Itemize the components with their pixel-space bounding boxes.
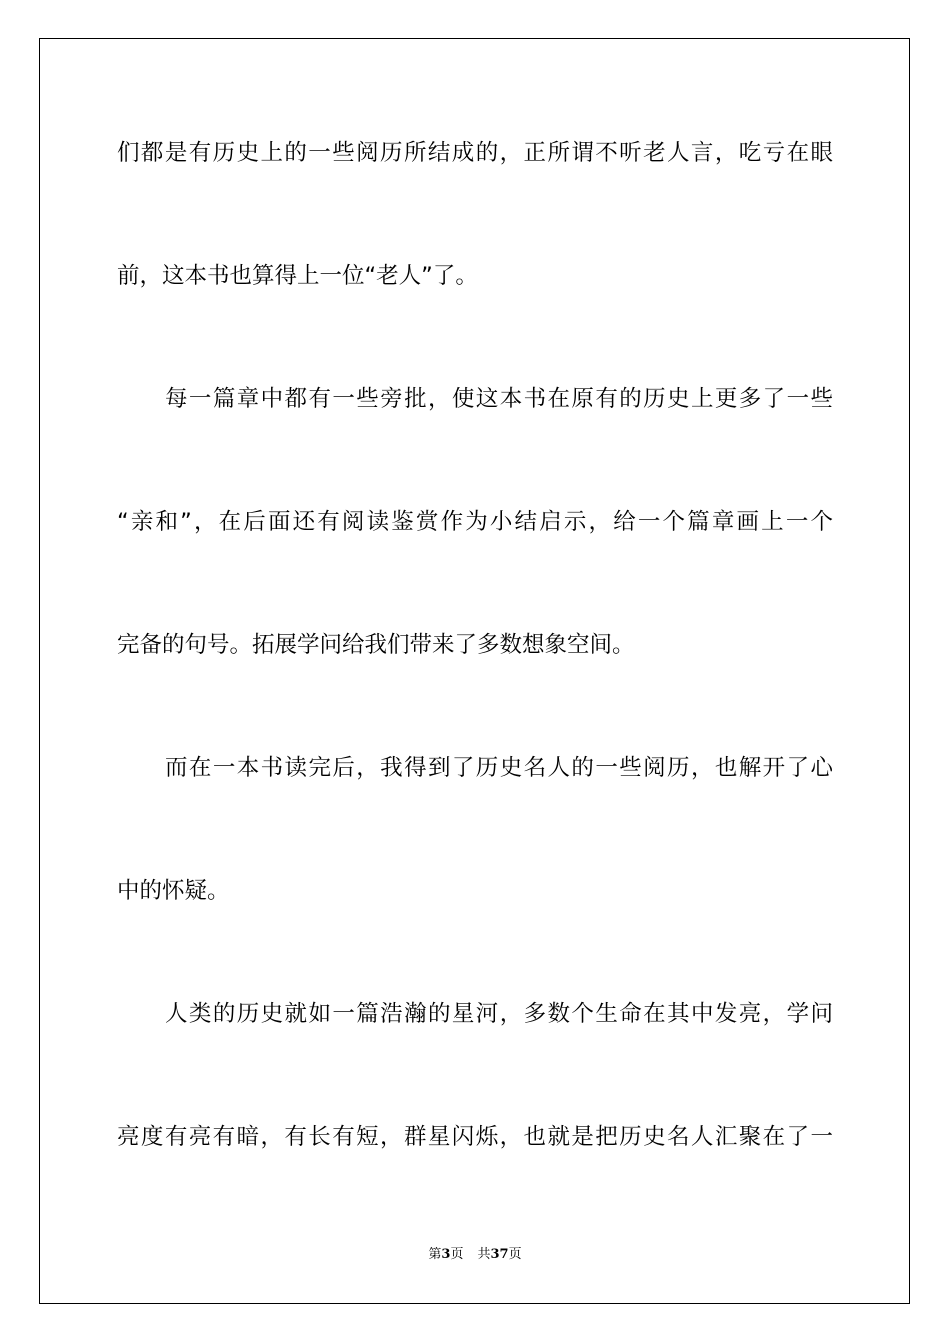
page-suffix: 页 [450, 1247, 464, 1262]
total-prefix: 共 [477, 1247, 491, 1262]
body-line-5: 完备的句号。拓展学问给我们带来了多数想象空间。 [117, 632, 635, 658]
body-line-2: 前，这本书也算得上一位“老人”了。 [117, 263, 478, 289]
body-line-8: 人类的历史就如一篇浩瀚的星河，多数个生命在其中发亮，学问 [165, 1001, 833, 1027]
total-pages: 37 [490, 1247, 509, 1262]
body-line-7: 中的怀疑。 [117, 878, 230, 904]
page-number: 3 [441, 1247, 451, 1262]
page-prefix: 第 [428, 1247, 442, 1262]
total-suffix: 页 [508, 1247, 522, 1262]
body-line-3: 每一篇章中都有一些旁批，使这本书在原有的历史上更多了一些 [165, 386, 833, 412]
body-line-6: 而在一本书读完后，我得到了历史名人的一些阅历，也解开了心 [165, 755, 833, 781]
body-line-9: 亮度有亮有暗，有长有短，群星闪烁，也就是把历史名人汇聚在了一 [117, 1124, 833, 1150]
page-footer [0, 1246, 950, 1264]
body-line-4: “亲和”，在后面还有阅读鉴赏作为小结启示，给一个篇章画上一个 [117, 509, 833, 535]
page-border [39, 38, 910, 1304]
body-line-1: 们都是有历史上的一些阅历所结成的，正所谓不听老人言，吃亏在眼 [117, 140, 833, 166]
